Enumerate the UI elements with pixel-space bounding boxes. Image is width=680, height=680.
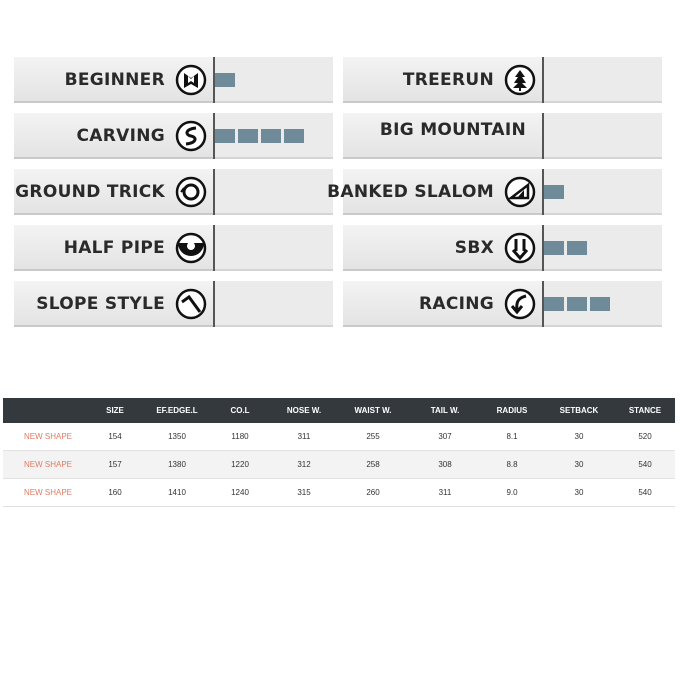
rating-segment (261, 129, 281, 143)
rating-row-beginner (14, 57, 333, 103)
table-cell: 311 (409, 479, 481, 507)
beginner-icon (175, 64, 207, 96)
model-cell: NEW SHAPE (3, 451, 85, 479)
rating-row-big-mountain (343, 113, 662, 159)
rating-bar (215, 281, 333, 327)
rating-label: HALF PIPE (63, 238, 165, 258)
rating-row-half-pipe (14, 225, 333, 271)
ground-trick-icon (175, 176, 207, 208)
rating-label: SBX (454, 238, 494, 258)
table-cell: 30 (543, 479, 615, 507)
table-cell: 308 (409, 451, 481, 479)
rating-bar (544, 225, 662, 271)
table-cell: 1350 (145, 423, 209, 451)
rating-row-sbx (343, 225, 662, 271)
model-cell: NEW SHAPE (3, 479, 85, 507)
rating-row-banked-slalom (327, 169, 662, 215)
carving-icon (175, 120, 207, 152)
rating-label: CARVING (76, 126, 165, 146)
table-cell: 255 (337, 423, 409, 451)
rating-row-ground-trick (14, 169, 333, 215)
table-cell: 260 (337, 479, 409, 507)
table-cell: 160 (85, 479, 145, 507)
table-cell: 312 (271, 451, 337, 479)
rating-segment (544, 297, 564, 311)
rating-bar (215, 169, 333, 215)
rating-label: GROUND TRICK (15, 182, 165, 202)
rating-label: BIG MOUNTAIN (379, 120, 526, 140)
spec-table (3, 398, 675, 507)
table-cell: 8.8 (481, 451, 543, 479)
spec-header-row (3, 398, 675, 423)
table-cell: 258 (337, 451, 409, 479)
table-cell: 1220 (209, 451, 271, 479)
header-cell (3, 398, 85, 423)
rating-segment (215, 129, 235, 143)
table-cell: 307 (409, 423, 481, 451)
rating-segment (238, 129, 258, 143)
table-cell: 30 (543, 451, 615, 479)
header-cell: RADIUS (481, 398, 543, 423)
rating-label: BANKED SLALOM (327, 182, 494, 202)
table-cell: 157 (85, 451, 145, 479)
header-cell: NOSE W. (271, 398, 337, 423)
header-cell: STANCE (615, 398, 675, 423)
rating-segment (590, 297, 610, 311)
rating-bar (215, 57, 333, 103)
header-cell: EF.EDGE.L (145, 398, 209, 423)
rating-row-racing (343, 281, 662, 327)
header-cell: SETBACK (543, 398, 615, 423)
table-row (3, 479, 675, 507)
rating-row-slope-style (14, 281, 333, 327)
rating-label: SLOPE STYLE (36, 294, 165, 314)
tree-icon (504, 64, 536, 96)
rating-segment (215, 73, 235, 87)
sbx-icon (504, 232, 536, 264)
table-cell: 1410 (145, 479, 209, 507)
table-cell: 315 (271, 479, 337, 507)
rating-bar (544, 57, 662, 103)
header-cell: CO.L (209, 398, 271, 423)
table-cell: 30 (543, 423, 615, 451)
table-cell: 1240 (209, 479, 271, 507)
table-cell: 1380 (145, 451, 209, 479)
rating-bar (544, 169, 662, 215)
table-cell: 1180 (209, 423, 271, 451)
table-row (3, 451, 675, 479)
rating-bar (215, 225, 333, 271)
rating-row-carving (14, 113, 333, 159)
half-pipe-icon (175, 232, 207, 264)
rating-segment (567, 297, 587, 311)
racing-icon (504, 288, 536, 320)
rating-segment (544, 241, 564, 255)
rating-segment (284, 129, 304, 143)
rating-label: TREERUN (402, 70, 494, 90)
slope-style-icon (175, 288, 207, 320)
table-cell: 154 (85, 423, 145, 451)
table-cell: 540 (615, 479, 675, 507)
table-cell: 540 (615, 451, 675, 479)
header-cell: SIZE (85, 398, 145, 423)
rating-segment (567, 241, 587, 255)
table-cell: 520 (615, 423, 675, 451)
table-row (3, 423, 675, 451)
header-cell: WAIST W. (337, 398, 409, 423)
rating-row-treerun (343, 57, 662, 103)
rating-label: BEGINNER (64, 70, 165, 90)
table-cell: 8.1 (481, 423, 543, 451)
rating-bar (544, 113, 662, 159)
table-cell: 9.0 (481, 479, 543, 507)
rating-bar (215, 113, 333, 159)
rating-segment (544, 185, 564, 199)
header-cell: TAIL W. (409, 398, 481, 423)
table-cell: 311 (271, 423, 337, 451)
banked-slalom-icon (504, 176, 536, 208)
model-cell: NEW SHAPE (3, 423, 85, 451)
rating-bar (544, 281, 662, 327)
rating-label: RACING (418, 294, 494, 314)
